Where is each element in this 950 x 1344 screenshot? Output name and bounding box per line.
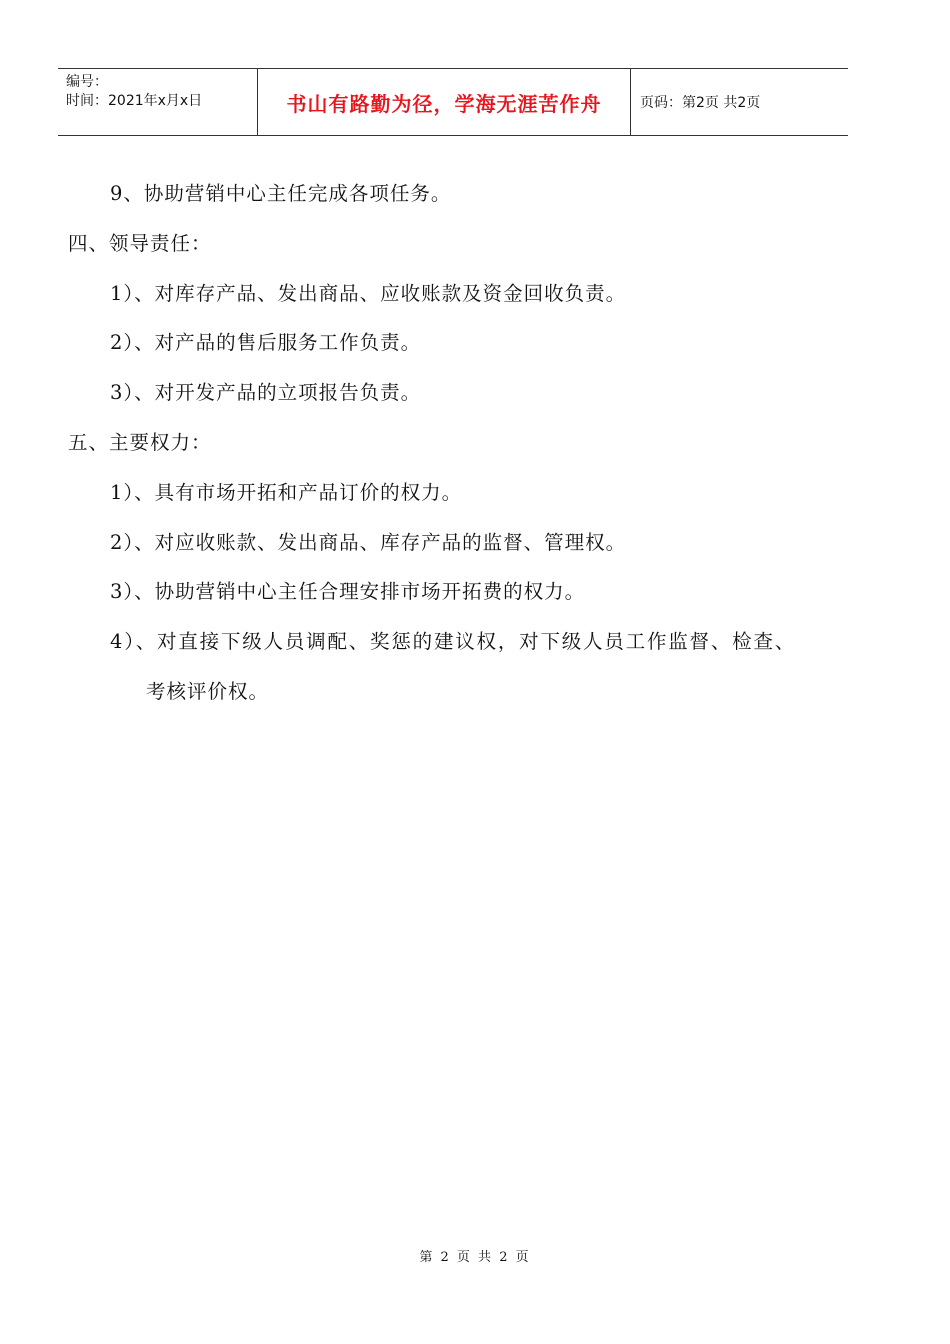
page-footer: 第 2 页 共 2 页 [419,1250,531,1265]
section-5-item: 2）、对应收账款、发出商品、库存产品的监督、管理权。 [110,531,627,554]
section-4-item: 2）、对产品的售后服务工作负责。 [110,331,422,354]
section-5-item-continuation: 考核评价权。 [146,680,270,703]
document-number-label: 编号： [66,74,108,90]
section-5-title: 五、主要权力： [68,431,212,454]
header-motto: 书山有路勤为径，学海无涯苦作舟 [258,69,631,135]
section-4-item: 3）、对开发产品的立项报告负责。 [110,381,422,404]
section-5-item: 3）、协助营销中心主任合理安排市场开拓费的权力。 [110,580,586,603]
header-page-number: 页码：第2页 共2页 [640,95,761,111]
section-4-title: 四、领导责任： [68,232,212,255]
section-4-item: 1）、对库存产品、发出商品、应收账款及资金回收负责。 [110,282,627,305]
section-5-item: 4）、对直接下级人员调配、奖惩的建议权，对下级人员工作监督、检查、 [110,630,797,653]
page-header [58,68,848,136]
section-5-item: 1）、具有市场开拓和产品订价的权力。 [110,481,463,504]
document-time-label: 时间：2021年x月x日 [66,93,203,109]
list-item-9: 9、协助营销中心主任完成各项任务。 [110,182,452,205]
header-meta [58,69,258,135]
